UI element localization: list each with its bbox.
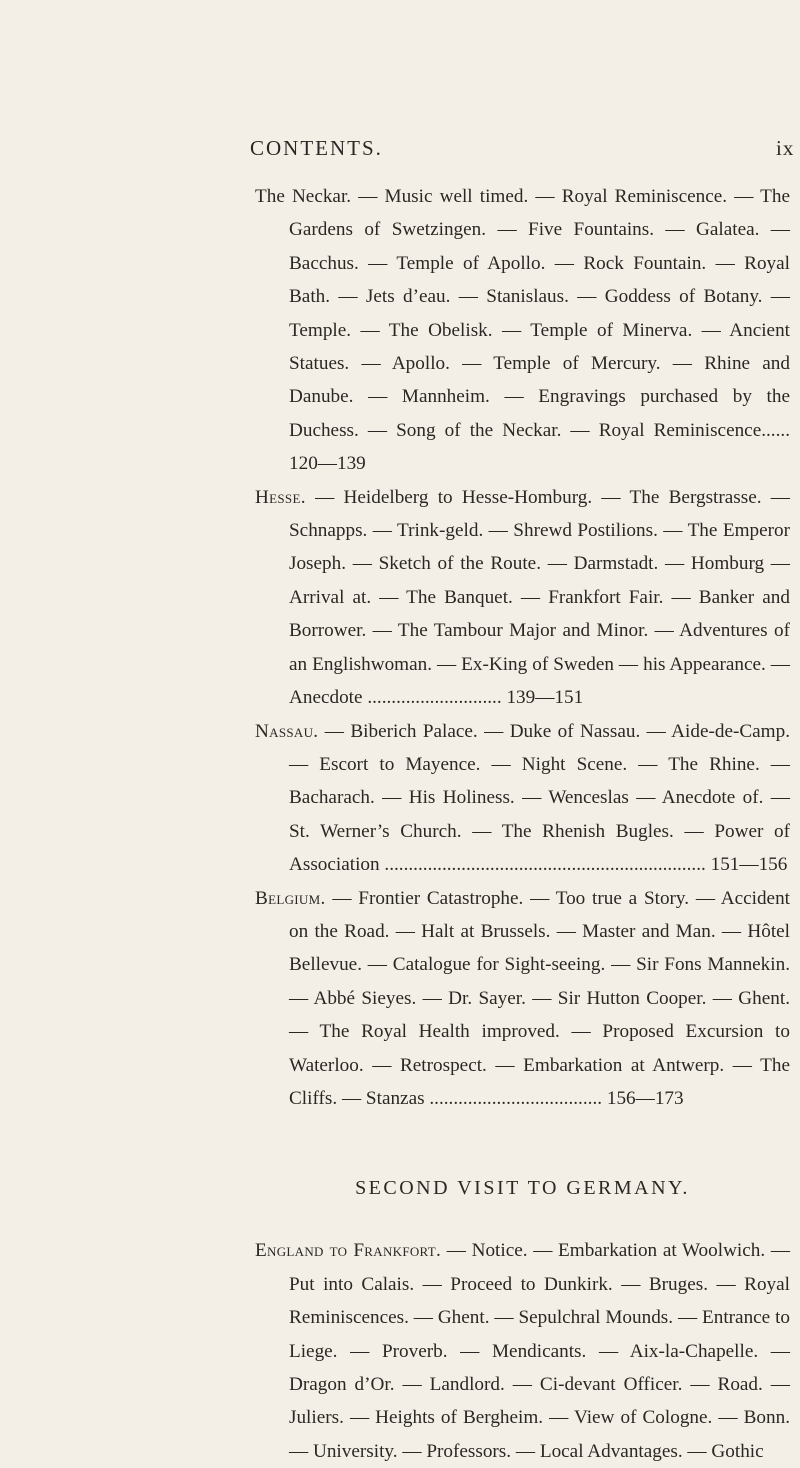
entry-heading: Hesse.: [255, 486, 306, 508]
running-title: CONTENTS.: [250, 136, 383, 160]
entry-text: — Notice. — Embarkation at Woolwich. — Put into Calais. — Proceed to Dunkirk. — Bruges. — Royal Reminiscences. — Ghent. — Sepulchral Mounds. — Entrance to Liege. — Proverb. — Mendicants. — Aix-la-Chapelle. — Dragon d’Or. — Landlord. — Ci-devant Officer. — Road. — Juliers. — Heights of Bergheim. — View of Cologne. — Bonn. — University. — Professors. — Local Advantages. — Gothic: [289, 1240, 791, 1462]
contents-entry-belgium: [255, 882, 790, 1116]
contents-entry-hesse: [255, 481, 790, 715]
entry-heading: Nassau.: [255, 720, 319, 742]
contents-list: [255, 180, 790, 1468]
entry-pages: 120—139: [289, 453, 366, 475]
entry-heading: Belgium.: [255, 887, 326, 909]
entry-text: The Neckar. — Music well timed. — Royal Reminiscence. — The Gardens of Swetzingen. — Five Fountains. — Galatea. — Bacchus. — Temple of Apollo. — Rock Fountain. — Royal Bath. — Jets d’eau. — Stanislaus. — Goddess of Botany. — Temple. — The Obelisk. — Temple of Minerva. — Ancient Statues. — Apollo. — Temple of Mercury. — Rhine and Danube. — Mannheim. — Engravings purchased by the Duchess. — Song of the Neckar. — Royal Reminiscence......: [255, 186, 790, 441]
entry-text: — Heidelberg to Hesse-Homburg. — The Bergstrasse. — Schnapps. — Trink-geld. — Shrewd Postilions. — The Emperor Joseph. — Sketch of the Route. — Darmstadt. — Homburg — Arrival at. — The Banquet. — Frankfort Fair. — Banker and Borrower. — The Tambour Major and Minor. — Adventures of an Englishwoman. — Ex-King of Sweden — his Appearance. — Anecdote ............................: [289, 486, 790, 709]
contents-entry-neckar: [255, 180, 790, 481]
running-head: [0, 136, 800, 164]
entry-text: — Biberich Palace. — Duke of Nassau. — Aide-de-Camp. — Escort to Mayence. — Night Scene. — The Rhine. — Bacharach. — His Holiness. — Wenceslas — Anecdote of. — St. Werner’s Church. — The Rhenish Bugles. — Power of Association ...................................................................: [289, 720, 791, 876]
page-number: ix: [776, 136, 795, 160]
entry-pages: 139—151: [506, 687, 584, 709]
entry-text: — Frontier Catastrophe. — Too true a Story. — Accident on the Road. — Halt at Brussels. — Master and Man. — Hôtel Bellevue. — Catalogue for Sight-seeing. — Sir Fons Mannekin. — Abbé Sieyes. — Dr. Sayer. — Sir Hutton Cooper. — Ghent. — The Royal Health improved. — Proposed Excursion to Waterloo. — Retrospect. — Embarkation at Antwerp. — The Cliffs. — Stanzas ....................................: [289, 887, 791, 1109]
contents-entry-england-to-frankfort: [255, 1234, 790, 1468]
entry-pages: 156—173: [606, 1087, 684, 1109]
entry-pages: 151—156: [710, 854, 788, 876]
entry-heading: England to Frankfort.: [255, 1240, 442, 1262]
contents-entry-nassau: [255, 715, 790, 882]
section-title: SECOND VISIT TO GERMANY.: [355, 1177, 690, 1200]
